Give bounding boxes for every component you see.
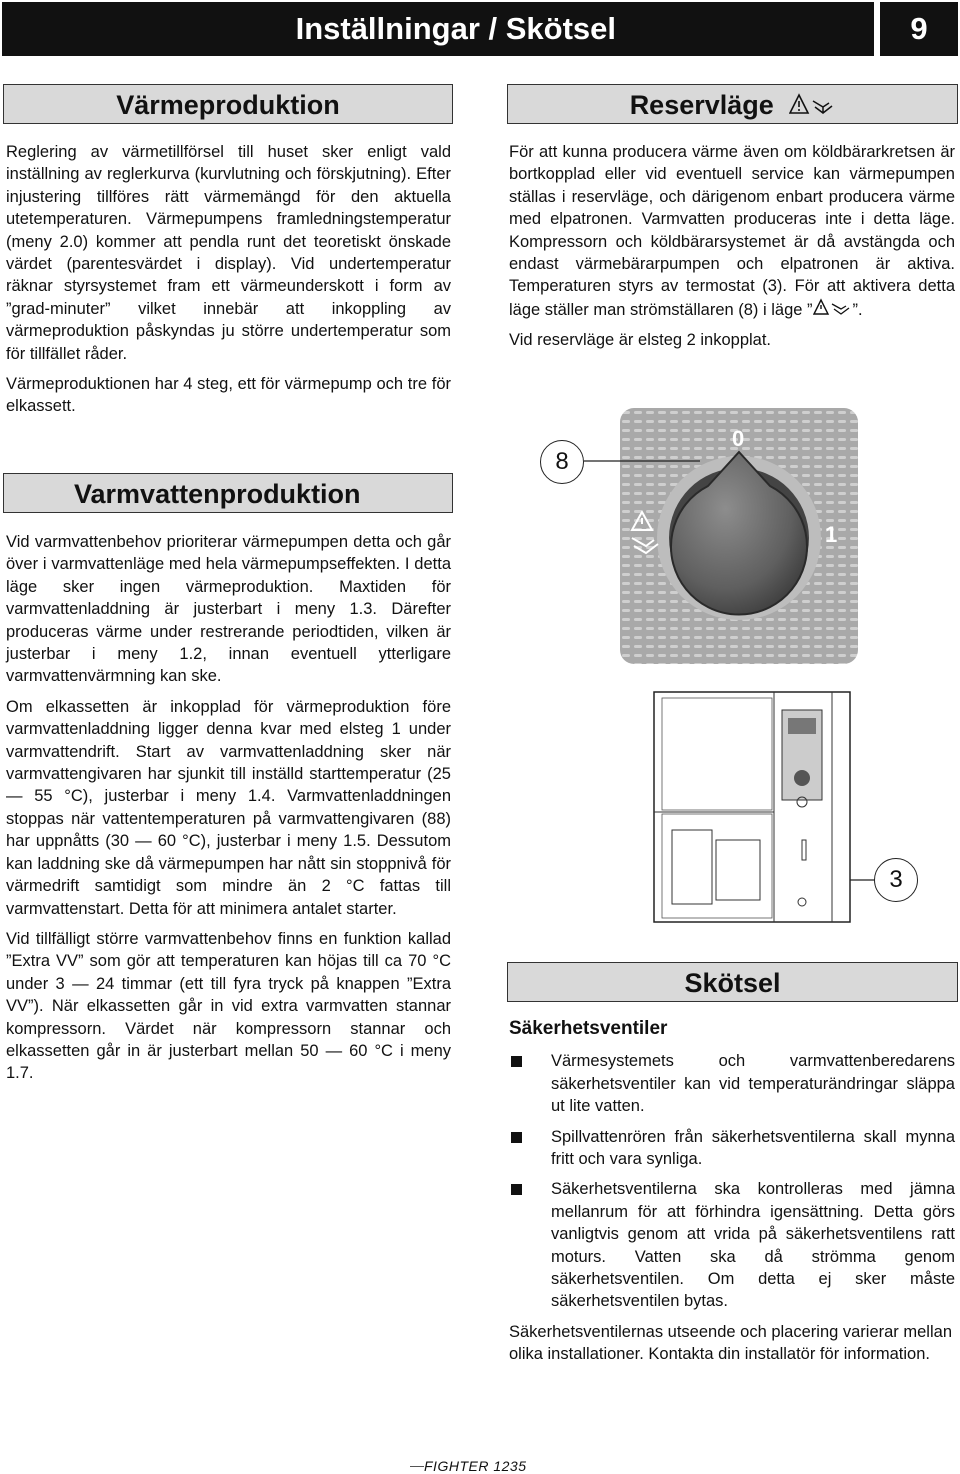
page-header (2, 2, 958, 56)
list-item (509, 1178, 955, 1312)
reserve-switch-figure (620, 408, 858, 664)
page-title: Inställningar / Skötsel (295, 11, 616, 46)
paragraph: Vid varmvattenbehov prioriterar värmepumpen detta och går över i varmvattenläge med hela värmepumpseffekten. I detta läge sker ingen värmeproduktion. Maxtiden för varmvattenladdning är justerbart i meny 1.3. Därefter produceras värme under restrerande periodtiden, vilken är justerbar i meny 1.2, innan eventuell ytterligare varmvattenvärmning kan ske. (6, 533, 451, 686)
header-title-box (2, 2, 874, 56)
paragraph: Värmeproduktionen har 4 steg, ett för värmepump och tre för elkassett. (6, 375, 451, 416)
reservlage-text: För att kunna producera värme även om köldbärarkretsen är bortkopplad eller vid eventuell service kan värmepumpen ställas i reservläge, och därigenom enbart producera värme med elpatronen. Varmvatten produceras inte i detta läge. Kompressorn och köldbärarsystemet är då avstängda och endast värmebärarpumpen och elpatronen är aktiva. Temperaturen styrs av termostat (3). För att aktivera detta läge ställer man strömställaren (8) i läge ” (509, 143, 955, 319)
reserve-mode-icon (813, 298, 853, 318)
bullet-square-icon (511, 1056, 522, 1067)
paragraph: Reglering av värmetillförsel till huset sker enligt vald inställning av reglerkurva (kurvlutning och förskjutning). Efter injustering tillföres rätt värmemängd för den aktuella utetemperaturen. Värmepumpens framledningstemperatur (meny 2.0) kommer att pendla runt det teoretiskt önskade värdet (parentesvärdet i display). Vid undertemperatur räknar styrsystemet fram ett värmeunderskott i form av ”grad-minuter” vilket innebär att inkoppling av värmeproduktion påskyndas ju större undertemperatur som för tillfället råder. (6, 143, 451, 363)
dial-label-0: 0 (732, 426, 745, 451)
bullet-square-icon (511, 1184, 522, 1195)
footer-model: FIGHTER 1235 (424, 1458, 527, 1474)
callout-3: 3 (874, 858, 918, 902)
paragraph: Säkerhetsventilernas utseende och placering varierar mellan olika installationer. Kontakta din installatör för information. (509, 1322, 952, 1364)
heading-reservlage-text: Reservläge (629, 90, 774, 120)
paragraph (509, 141, 955, 321)
list-item-text: Säkerhetsventilerna ska kontrolleras med jämna mellanrum för att förhindra igensättning. Detta görs vanligtvis genom att vrida på säkerhetsventilens ratt moturs. Vatten ska då strömma genom säkerhetsventilen. Om detta ej sker måste säkerhetsventilen bytas. (551, 1180, 955, 1311)
paragraph: Om elkassetten är inkopplad för värmeproduktion före varmvattenladdning ligger denna kvar med elsteg 1 under varmvattendrift. Start av varmvattenladdning sker när varmvattengivaren har sjunkit till inställd starttemperatur (25 — 55 °C), justerbar i meny 1.4. Varmvattenladdningen stoppas när vattentemperaturen på varmvattengivaren (88) har uppnåtts (30 — 60 °C), justerbar i meny 1.5. Dessutom kan laddning ske då värmepumpen har nått sin stoppnivå för värmedrift samtidigt som mindre än 2 °C fattas till varmvattenstart. Detta för att minimera antalet starter. (6, 697, 451, 918)
cabinet-illustration (652, 690, 852, 924)
cabinet-figure (652, 690, 852, 924)
section-varmvattenproduktion (6, 531, 451, 1093)
heading-skotsel: Skötsel (507, 962, 958, 1002)
bullet-square-icon (511, 1132, 522, 1143)
paragraph: Vid tillfälligt större varmvattenbehov finns en funktion kallad ”Extra VV” som gör att temperaturen kan höjas till ca 70 °C under 3 — 24 timmar (ett till fyra tryck på knappen ”Extra VV”). När elkassetten går in vid extra varmvatten stannar kompressorn. Värdet när kompressorn stannar och elkassetten går in är justerbart mellan 50 — 60 °C i meny 1.7. (6, 929, 451, 1083)
page-number: 9 (880, 2, 958, 56)
paragraph: Vid reservläge är elsteg 2 inkopplat. (509, 331, 772, 350)
section-reservlage (509, 141, 955, 360)
callout-8: 8 (540, 440, 584, 484)
heading-varmeproduktion: Värmeproduktion (3, 84, 453, 124)
footer-rule (410, 1466, 424, 1467)
reservlage-text-end: ”. (852, 300, 863, 319)
reserve-mode-icon (789, 93, 835, 117)
heading-varmvattenproduktion: Varmvattenproduktion (3, 473, 453, 513)
list-item (509, 1050, 955, 1117)
list-item-text: Spillvattenrören från säkerhetsventilerna skall mynna fritt och vara synliga. (551, 1127, 955, 1169)
list-item (509, 1126, 955, 1171)
heading-reservlage (507, 84, 958, 124)
section-varmeproduktion (6, 141, 451, 426)
subheading-sakerhetsventiler: Säkerhetsventiler (509, 1018, 668, 1039)
bullet-list (509, 1050, 955, 1312)
section-skotsel (509, 1018, 955, 1374)
list-item-text: Värmesystemets och varmvattenberedarens säkerhetsventiler kan vid temperaturändringar släppa ut lite vatten. (551, 1052, 955, 1116)
dial-label-1: 1 (825, 522, 838, 547)
